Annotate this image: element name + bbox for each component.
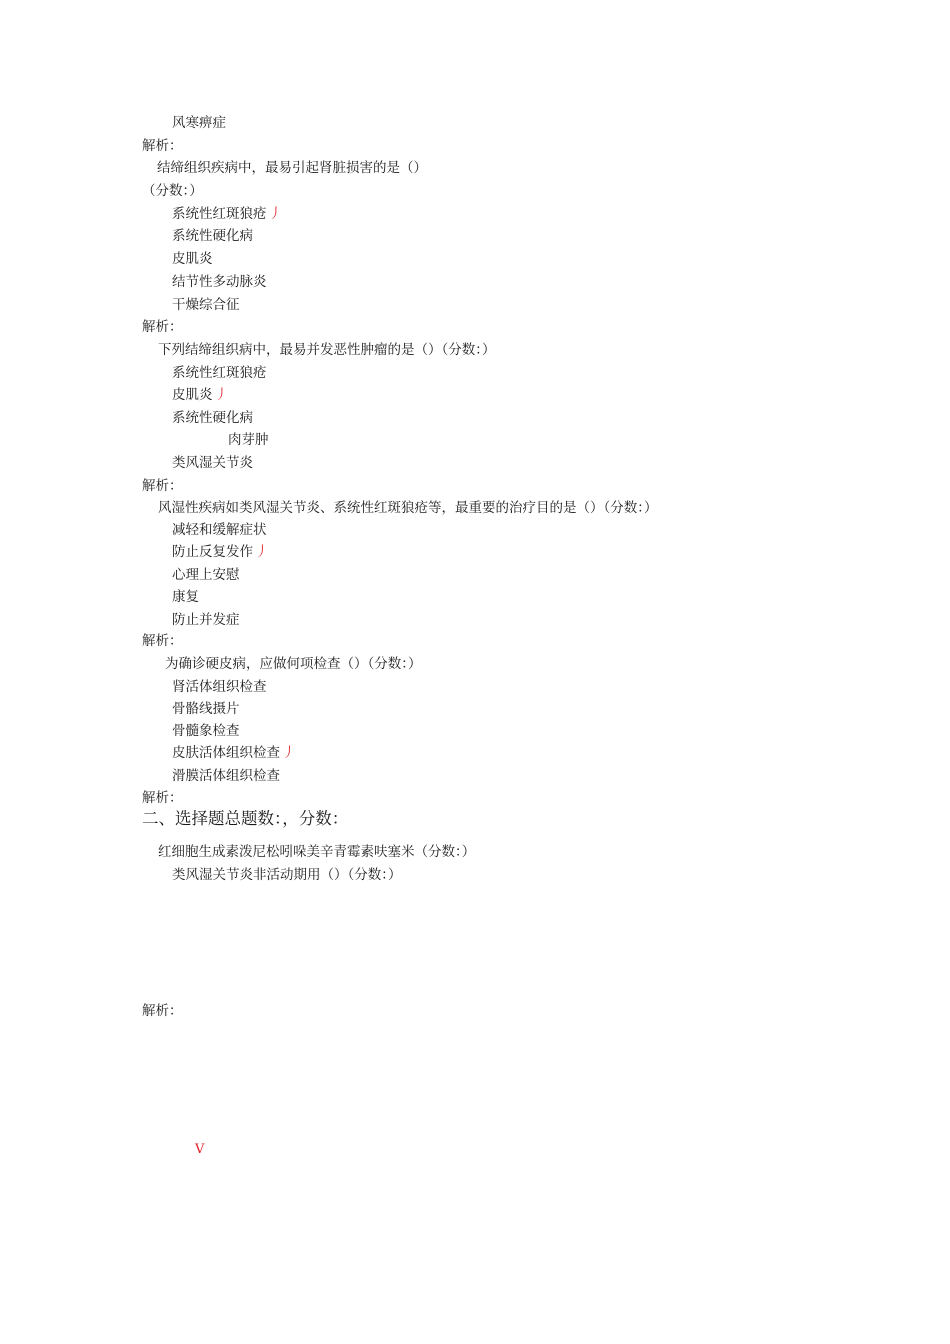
option-text: 类风湿关节炎 (172, 455, 253, 471)
analysis-label: 解析： (142, 319, 183, 335)
option-text: 皮肤活体组织检查 丿 (172, 745, 296, 761)
option-text: 结节性多动脉炎 (172, 274, 267, 290)
option-text: 肾活体组织检查 (172, 679, 267, 695)
question-text: 下列结缔组织病中，最易并发恶性肿瘤的是（）（分数：） (158, 342, 496, 358)
question-text: 类风湿关节炎非活动期用（）（分数：） (172, 867, 402, 883)
option-text: 防止并发症 (172, 612, 240, 628)
option-text: 减轻和缓解症状 (172, 522, 267, 538)
option-text: 肉芽肿 (228, 432, 269, 448)
question-text: 为确诊硬皮病，应做何项检查（）（分数：） (165, 656, 422, 672)
answer-mark: 丿 (282, 745, 296, 761)
analysis-label: 解析： (142, 1003, 183, 1019)
question-text: 红细胞生成素泼尼松吲哚美辛青霉素呋塞米（分数：） (158, 844, 476, 860)
option-text: 干燥综合征 (172, 297, 240, 313)
analysis-label: 解析： (142, 478, 183, 494)
option-text: 心理上安慰 (172, 567, 240, 583)
score-text: （分数：） (142, 183, 203, 199)
analysis-label: 解析： (142, 138, 183, 154)
question-text: 风湿性疾病如类风湿关节炎、系统性红斑狼疮等，最重要的治疗目的是（）（分数：） (158, 500, 658, 516)
answer-mark: 丿 (255, 544, 269, 560)
option-text: 防止反复发作 丿 (172, 544, 269, 560)
option-text: 系统性硬化病 (172, 410, 253, 426)
option-text: 系统性硬化病 (172, 228, 253, 244)
option-text: 皮肌炎 (172, 251, 213, 267)
analysis-label: 解析： (142, 790, 183, 806)
answer-mark: 丿 (214, 387, 228, 403)
option-text: 皮肌炎 丿 (172, 387, 228, 403)
answer-mark: 丿 (268, 206, 282, 222)
analysis-label: 解析： (142, 633, 183, 649)
option-text: 骨骼线摄片 (172, 701, 240, 717)
option-text: 系统性红斑狼疮 丿 (172, 206, 282, 222)
question-text: 结缔组织疾病中，最易引起肾脏损害的是（） (157, 160, 427, 176)
option-text: 康复 (172, 589, 199, 605)
option-text: 滑膜活体组织检查 (172, 768, 280, 784)
check-mark: V (195, 1142, 205, 1157)
option-text: 骨髓象检查 (172, 723, 240, 739)
section-heading: 二、选择题总题数：，分数： (142, 809, 349, 828)
option-text: 系统性红斑狼疮 (172, 365, 267, 381)
option-text: 风寒痹症 (172, 115, 226, 131)
